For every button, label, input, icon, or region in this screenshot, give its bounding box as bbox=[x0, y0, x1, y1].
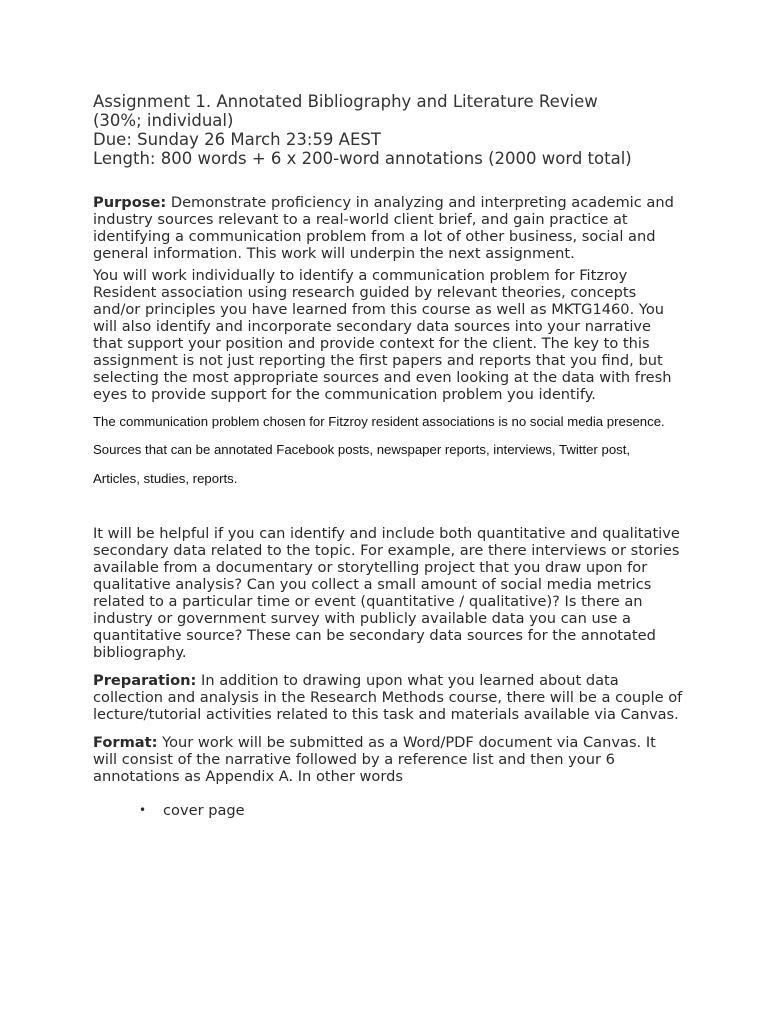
format-paragraph bbox=[93, 734, 683, 785]
preparation-label: Preparation: bbox=[93, 672, 197, 689]
assignment-weighting: (30%; individual) bbox=[93, 111, 234, 130]
length-requirement: Length: 800 words + 6 x 200-word annotations (2000 word total) bbox=[93, 149, 632, 168]
individual-work-paragraph: You will work individually to identify a communication problem for Fitzroy Resident association using research guided by relevant theories, concepts and/or principles you have learned from this course as well as MKTG1460. You will also identify and incorporate secondary data sources into your narrative that support your position and provide context for the client. The key to this assignment is not just reporting the first papers and reports that you find, but selecting the most appropriate sources and even looking at the data with fresh eyes to provide support for the communication problem you identify. bbox=[93, 267, 672, 403]
bullet-icon: • bbox=[139, 803, 147, 817]
secondary-data-paragraph: It will be helpful if you can identify and include both quantitative and qualitative secondary data related to the topic. For example, are there interviews or stories available from a documentary or storytelling project that you draw upon for qualitative analysis? Can you collect a small amount of social media metrics related to a particular time or event (quantitative / qualitative)? Is there an industry or government survey with publicly available data you can use a quantitative source? These can be secondary data sources for the annotated bibliography. bbox=[93, 525, 680, 661]
purpose-text: Demonstrate proficiency in analyzing and interpreting academic and industry sources relevant to a real-world client brief, and gain practice at identifying a communication problem from a lot of other business, social and general information. This work will underpin the next assignment. bbox=[93, 194, 674, 262]
format-label: Format: bbox=[93, 734, 158, 751]
list-item bbox=[93, 802, 683, 819]
format-list bbox=[93, 802, 683, 819]
preparation-text: In addition to drawing upon what you learned about data collection and analysis in the Research Methods course, there will be a couple of lecture/tutorial activities related to this task and materials available via Canvas. bbox=[93, 672, 683, 723]
sources-note-continued: Articles, studies, reports. bbox=[93, 471, 238, 486]
purpose-paragraph bbox=[93, 194, 683, 262]
preparation-paragraph bbox=[93, 672, 683, 723]
sources-note: Sources that can be annotated Facebook posts, newspaper reports, interviews, Twitter post, bbox=[93, 442, 631, 457]
communication-problem-note: The communication problem chosen for Fitzroy resident associations is no social media presence. bbox=[93, 414, 665, 429]
purpose-label: Purpose: bbox=[93, 194, 167, 211]
list-item-text: cover page bbox=[163, 802, 245, 819]
assignment-header bbox=[93, 92, 683, 168]
document-page bbox=[93, 92, 683, 819]
assignment-title: Assignment 1. Annotated Bibliography and Literature Review bbox=[93, 92, 598, 111]
due-date: Due: Sunday 26 March 23:59 AEST bbox=[93, 130, 381, 149]
format-text: Your work will be submitted as a Word/PDF document via Canvas. It will consist of the narrative followed by a reference list and then your 6 annotations as Appendix A. In other words bbox=[93, 734, 656, 785]
